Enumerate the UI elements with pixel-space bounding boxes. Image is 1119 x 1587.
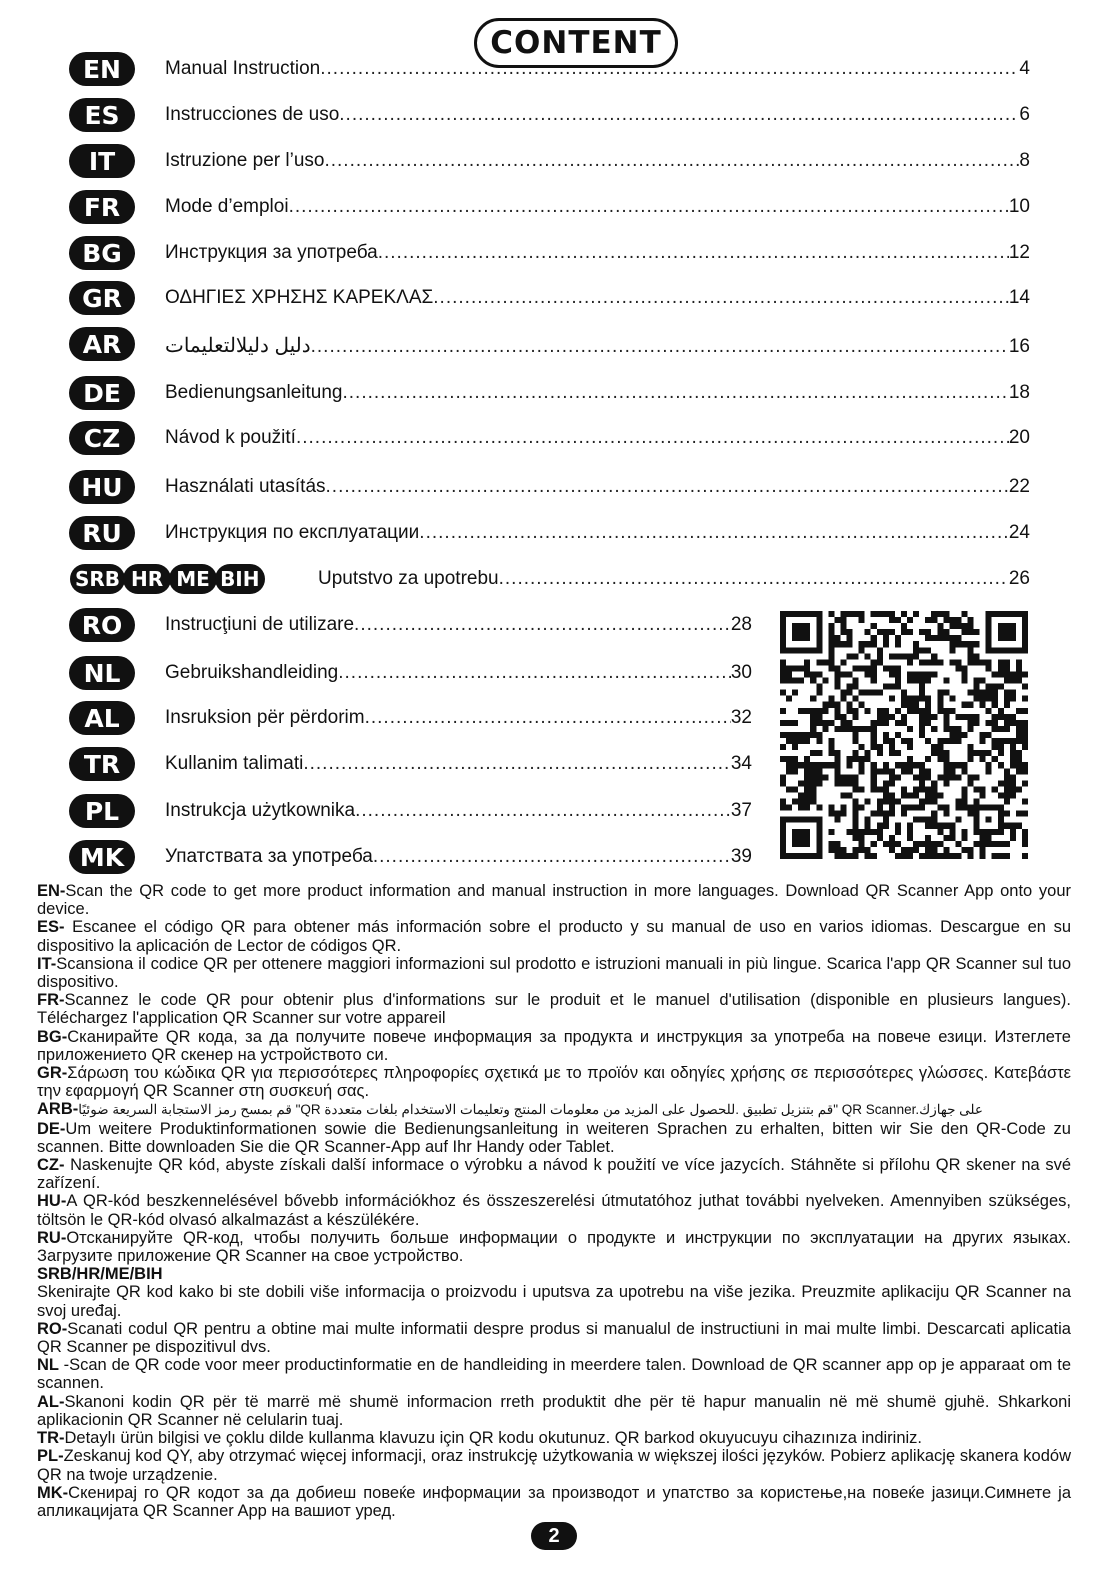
language-badge: AL [69,701,135,735]
toc-leader-dots [355,800,731,822]
language-badge: NL [69,656,135,690]
paragraph-text: Scannez le code QR pour obtenir plus d'informations sur le produit et le manuel d'utilisation (disponible en plusieurs langues). Téléchargez l'application QR Scanner sur votre appareil [37,991,1071,1028]
toc-entry-page: 16 [1008,336,1030,357]
instruction-paragraph [37,1100,1071,1119]
toc-entry-page: 34 [730,753,752,774]
toc-entry-page: 18 [1008,382,1030,403]
toc-entry-page: 4 [1019,58,1030,79]
toc-leader-dots [354,614,731,636]
toc-leader-dots [365,707,731,729]
language-badge: ES [69,98,135,132]
paragraph-text: Escanee el código QR para obtener más información sobre el producto y su manual de uso en varios idiomas. Descargue en su dispositivo la aplicación de Lector de códigos QR. [37,918,1071,955]
instruction-paragraph [37,1156,1071,1192]
toc-entry-label: Istruzione per l’uso [165,150,325,171]
language-code: GR- [37,1064,68,1083]
language-badge: IT [69,144,135,178]
qr-code [780,611,1028,859]
toc-badges [69,794,135,828]
toc-entry[interactable] [165,58,1030,80]
paragraph-text: -Scan de QR code voor meer productinformatie en de handleiding in meerdere talen. Download de QR scanner app op je apparaat om te scannen. [37,1356,1071,1393]
language-badge: PL [69,794,135,828]
toc-badges [69,840,135,874]
instruction-paragraph [37,882,1071,918]
instruction-paragraph [37,1265,1071,1283]
toc-entry[interactable] [165,242,1030,264]
language-code: TR- [37,1429,65,1448]
toc-leader-dots [324,150,1019,172]
paragraph-text: A QR-kód beszkennelésével bővebb információkhoz és összeszerelési útmutatóhoz juthat további nyelveken. Amennyiben szükséges, töltsön le QR-kód olvasó alkalmazást a készülékére. [37,1192,1071,1229]
paragraph-text: Сканирайте QR кода, за да получите повече информация за продукта и инструкция за употреба на повече езици. Изтеглете приложението QR скенер на устройството си. [37,1027,1071,1064]
toc-leader-dots [311,336,1009,358]
toc-entry[interactable] [165,104,1030,126]
toc-leader-dots [343,382,1009,404]
toc-entry-label: Инструкция по експлуатации [165,522,420,543]
toc-leader-dots [339,104,1019,126]
toc-badges [69,747,135,781]
paragraph-text: Скенирај го QR кодот за да добиеш повеќе информации за производот и упатство за користење,на повеќе јазици.Симнете ја апликацијата QR Scanner App на вашиот уред. [37,1483,1071,1520]
toc-leader-dots [433,287,1009,309]
language-badge: FR [69,190,135,224]
language-code: ARB- [37,1100,79,1119]
toc-entry[interactable] [165,382,1030,404]
toc-entry[interactable] [165,287,1030,309]
toc-badges [69,516,135,550]
toc-entry-label: Uputstvo za upotrebu [318,568,499,589]
toc-entry-label: Инструкция за употреба [165,242,378,263]
toc-entry-page: 24 [1008,522,1030,543]
page-number: 2 [531,1522,577,1550]
instruction-paragraph [37,918,1071,954]
language-badge: AR [69,327,135,361]
toc-entry-page: 6 [1019,104,1030,125]
language-code: FR- [37,991,65,1010]
toc-badges [69,98,135,132]
toc-entry[interactable] [318,568,1030,590]
language-code: ES- [37,918,65,937]
toc-entry[interactable] [165,753,752,775]
toc-entry-label: Kullanim talimati [165,753,304,774]
instruction-paragraph [37,1484,1071,1520]
toc-entry-label: Instrukcja użytkownika [165,800,356,821]
toc-entry-label: Instrucţiuni de utilizare [165,614,355,635]
paragraph-text: Scanati codul QR pentru a obtine mai multe informatii despre produs si manualul de instructiuni in mai multe limbi. Descarcati aplicatia QR Scanner pe dispozitivul dvs. [37,1319,1071,1357]
paragraph-text: Σάρωση του κώδικα QR για περισσότερες πληροφορίες σχετικά με το προϊόν και οδηγίες χρήσης σε περισσότερες γλώσσες. Κατεβάστε την εφαρμογή QR Scanner στη συσκευή σας. [37,1064,1071,1101]
toc-badges [69,144,135,178]
toc-entry[interactable] [165,662,752,684]
paragraph-text: Detaylı ürün bilgisi ve çoklu dilde kullanma klavuzu için QR kodu okutunuz. QR barkod okuyucuyu cihazınıza indiriniz. [64,1429,923,1448]
toc-entry-label: دليل دليلالتعليمات [165,335,311,357]
toc-badges [69,52,135,86]
language-badge: DE [69,376,135,410]
toc-entry[interactable] [165,333,1030,358]
toc-entry[interactable] [165,846,752,868]
language-code: EN- [37,882,66,900]
toc-entry-label: Használati utasítás [165,476,326,497]
paragraph-text: قم بمسح رمز الاستجابة السريعة ضوئيًا "QR قم بتنزيل تطبيق .للحصول على المزيد من معلومات المنتج وتعليمات الاستخدام بلغات متعددة" QR Scanner.على جهازك [78,1102,983,1118]
instructions-text [37,882,1071,1520]
language-badge: GR [69,281,135,315]
language-code: SRB/HR/ME/BIH [37,1265,163,1284]
toc-entry-label: Instrucciones de uso [165,104,340,125]
toc-entry-label: Упатствата за употреба [165,846,373,867]
toc-entry-page: 26 [1008,568,1030,589]
toc-entry-page: 37 [730,800,752,821]
paragraph-text: Skenirajte QR kod kako bi ste dobili više informacija o proizvodu i uputsva za upotrebu na više jezika. Preuzmite aplikaciju QR Scanner na svoj uređaj. [37,1283,1071,1320]
instruction-paragraph [37,1120,1071,1156]
instruction-paragraph [37,1028,1071,1064]
toc-entry[interactable] [165,522,1030,544]
instruction-paragraph [37,1229,1071,1265]
instruction-paragraph [37,1064,1071,1100]
toc-entry[interactable] [165,614,752,636]
paragraph-text: Naskenujte QR kód, abyste získali další informace o výrobku a návod k použití ve více jazycích. Stáhněte si přílohu QR skener na své zařízení. [37,1156,1071,1193]
language-code: BG- [37,1027,68,1046]
toc-entry-page: 30 [730,662,752,683]
toc-entry-label: Návod k použití [165,427,296,448]
toc-badges [69,281,135,315]
toc-entry-page: 12 [1008,242,1030,263]
toc-badges [69,236,135,270]
paragraph-text: Skanoni kodin QR për të marrë më shumë informacion rreth produktit dhe për të hapur manualin në më shumë gjuhë. Shkarkoni aplikacionin QR Scanner në celularin tuaj. [37,1392,1071,1429]
toc-badges [69,701,135,735]
toc-badges [70,562,263,596]
instruction-paragraph [37,1356,1071,1392]
paragraph-text: Scan the QR code to get more product information and manual instruction in more languages. Download QR Scanner App onto your device. [37,882,1071,919]
toc-entry-label: ΟΔΗΓΙΕΣ ΧΡΗΣΗΣ ΚΑΡΕΚΛΑΣ [165,287,434,308]
toc-entry-page: 10 [1008,196,1030,217]
toc-entry-label: Insruksion për përdorim [165,707,365,728]
toc-entry-label: Manual Instruction [165,58,321,79]
toc-entry[interactable] [165,427,1030,449]
page-title: CONTENT [474,18,678,68]
toc-entry-label: Mode d’emploi [165,196,289,217]
language-badge: MK [69,840,135,874]
language-code: PL- [37,1447,64,1466]
instruction-paragraph [37,1447,1071,1483]
language-code: RU- [37,1228,67,1247]
toc-entry[interactable] [165,707,752,729]
paragraph-text: Отсканируйте QR-код, чтобы получить больше информации о продукте и инструкции по эксплуатации на других языках. Загрузите приложение QR Scanner на свое устройство. [37,1228,1071,1266]
language-badge: HU [69,470,135,504]
language-badge: RO [69,608,135,642]
toc-entry-page: 14 [1008,287,1030,308]
toc-badges [69,327,135,361]
language-code: MK- [37,1483,69,1502]
toc-badges [69,421,135,455]
toc-leader-dots [373,846,731,868]
toc-leader-dots [289,196,1009,218]
toc-entry-page: 32 [730,707,752,728]
language-code: DE- [37,1119,66,1138]
instruction-paragraph [37,991,1071,1027]
language-code: HU- [37,1192,67,1211]
language-badge: TR [69,747,135,781]
toc-entry[interactable] [165,150,1030,172]
toc-leader-dots [326,476,1009,498]
language-badge: EN [69,52,135,86]
instruction-paragraph [37,1283,1071,1319]
language-badge: RU [69,516,135,550]
toc-badges [69,470,135,504]
language-badge: CZ [69,421,135,455]
toc-entry[interactable] [165,196,1030,218]
toc-leader-dots [303,753,731,775]
language-badge: HR [123,564,171,594]
language-badge: BG [69,236,135,270]
language-code: CZ- [37,1156,65,1175]
toc-leader-dots [320,58,1019,80]
toc-entry-page: 39 [730,846,752,867]
language-badge: ME [169,564,217,594]
toc-entry-page: 20 [1008,427,1030,448]
instruction-paragraph [37,955,1071,991]
toc-entry-label: Gebruikshandleiding [165,662,339,683]
toc-leader-dots [499,568,1009,590]
toc-badges [69,190,135,224]
instruction-paragraph [37,1393,1071,1429]
toc-leader-dots [378,242,1009,264]
instruction-paragraph [37,1192,1071,1228]
toc-entry[interactable] [165,800,752,822]
paragraph-text: Zeskanuj kod QY, aby otrzymać więcej informacji, oraz instrukcję użytkowania w większej ilości języków. Pobierz aplikację skanera kodów QR na twoje urządzenie. [37,1447,1071,1484]
toc-entry-page: 28 [730,614,752,635]
toc-badges [69,656,135,690]
language-code: NL [37,1356,64,1375]
toc-badges [69,376,135,410]
toc-entry-label: Bedienungsanleitung [165,382,343,403]
language-badge: SRB [70,564,125,594]
paragraph-text: Um weitere Produktinformationen sowie die Bedienungsanleitung in weiteren Sprachen zu erhalten, bitten wir Sie den QR-Code zu scannen. Bitte downloaden Sie die QR Scanner-App auf Ihr Handy oder Tablet. [37,1119,1071,1156]
paragraph-text: Scansiona il codice QR per ottenere maggiori informazioni sul prodotto e istruzioni manuali in più lingue. Scarica l'app QR Scanner sul tuo dispositivo. [37,954,1071,992]
toc-badges [69,608,135,642]
language-code: RO- [37,1319,68,1338]
toc-leader-dots [419,522,1009,544]
instruction-paragraph [37,1429,1071,1447]
instruction-paragraph [37,1320,1071,1356]
toc-entry-page: 22 [1008,476,1030,497]
toc-entry[interactable] [165,476,1030,498]
language-code: AL- [37,1392,65,1411]
language-badge: BIH [215,564,264,594]
toc-entry-page: 8 [1019,150,1030,171]
language-code: IT- [37,954,57,973]
toc-leader-dots [296,427,1009,449]
toc-leader-dots [338,662,731,684]
